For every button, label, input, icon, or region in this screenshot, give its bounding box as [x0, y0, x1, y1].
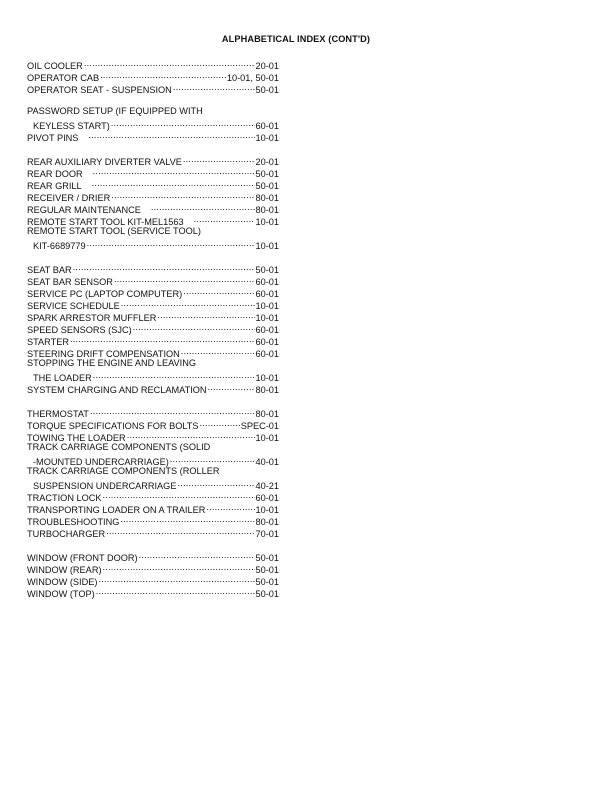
dot-leader — [151, 201, 255, 213]
index-entry-name: REAR GRILL — [27, 181, 82, 191]
index-entry-page: 80-01 — [255, 385, 279, 395]
index-entry-name: WINDOW (FRONT DOOR) — [27, 553, 138, 563]
dot-leader — [87, 237, 255, 249]
index-entry-page: 50-01 — [255, 181, 279, 191]
index-entry-page: 20-01 — [255, 61, 279, 71]
index-entry-name: KIT-6689779 — [33, 241, 86, 251]
index-group — [27, 57, 279, 93]
index-entry — [27, 453, 279, 465]
dot-leader — [70, 333, 254, 345]
dot-leader — [183, 285, 254, 297]
index-entry-page: 10-01 — [255, 433, 279, 443]
dot-leader — [177, 477, 254, 489]
index-entry-name: KEYLESS START) — [33, 121, 110, 131]
index-entry-name: REGULAR MAINTENANCE — [27, 205, 141, 215]
index-entry-page: 60-01 — [255, 277, 279, 287]
index-entry-name: REMOTE START TOOL KIT-MEL1563 — [27, 217, 184, 227]
index-entry-page: 50-01 — [255, 169, 279, 179]
index-entry — [27, 117, 279, 129]
index-entry-page: 20-01 — [255, 157, 279, 167]
dot-leader — [170, 453, 255, 465]
index-entry-page: 60-01 — [255, 349, 279, 359]
index-entry — [27, 261, 279, 273]
dot-leader — [96, 585, 255, 597]
dot-leader — [208, 381, 255, 393]
index-entry-name: TRACTION LOCK — [27, 493, 102, 503]
dot-leader — [98, 573, 254, 585]
index-entry-name: OPERATOR SEAT - SUSPENSION — [27, 85, 172, 95]
index-group — [27, 261, 279, 393]
dot-leader — [103, 489, 255, 501]
dot-leader — [194, 213, 255, 225]
dot-leader — [92, 177, 255, 189]
dot-leader — [173, 81, 255, 93]
dot-leader — [181, 345, 255, 357]
index-entry — [27, 57, 279, 69]
index-group — [27, 549, 279, 597]
dot-leader — [93, 369, 255, 381]
index-entry-name: REAR DOOR — [27, 169, 83, 179]
index-entry-page: 70-01 — [255, 529, 279, 539]
index-entry-page: 60-01 — [255, 337, 279, 347]
index-entry-page: 50-01 — [255, 553, 279, 563]
index-entry-name: PIVOT PINS — [27, 133, 79, 143]
dot-leader — [90, 405, 255, 417]
dot-leader — [103, 561, 255, 573]
index-entry-page: 10-01 — [255, 373, 279, 383]
index-entry-page: SPEC-01 — [240, 421, 279, 431]
index-entry-heading: STOPPING THE ENGINE AND LEAVING — [27, 358, 196, 368]
dot-leader — [93, 165, 255, 177]
index-entry-page: 10-01 — [255, 133, 279, 143]
index-entry-name: SERVICE SCHEDULE — [27, 301, 120, 311]
dot-leader — [157, 309, 254, 321]
index-entry-name: REAR AUXILIARY DIVERTER VALVE — [27, 157, 182, 167]
index-entry-name: SPEED SENSORS (SJC) — [27, 325, 132, 335]
dot-leader — [139, 549, 255, 561]
index-entry — [27, 369, 279, 381]
index-entry-name: SEAT BAR SENSOR — [27, 277, 113, 287]
index-entry-name: SEAT BAR — [27, 265, 72, 275]
index-entry-name: TRANSPORTING LOADER ON A TRAILER — [27, 505, 206, 515]
index-entry-page: 60-01 — [255, 493, 279, 503]
index-entry-name: SPARK ARRESTOR MUFFLER — [27, 313, 157, 323]
index-entry-page: 10-01 — [255, 301, 279, 311]
index-entry-page: 80-01 — [255, 205, 279, 215]
index-entry-name: TOWING THE LOADER — [27, 433, 126, 443]
index-entry-page: 10-01 — [255, 313, 279, 323]
index-entry-page: 60-01 — [255, 325, 279, 335]
index-entry-page: 10-01, 50-01 — [226, 73, 279, 83]
index-entry-name: STARTER — [27, 337, 70, 347]
index-entry-page: 80-01 — [255, 409, 279, 419]
index-entry-name: SUSPENSION UNDERCARRIAGE — [33, 481, 177, 491]
index-entry-name: SERVICE PC (LAPTOP COMPUTER) — [27, 289, 183, 299]
index-entry-page: 40-21 — [255, 481, 279, 491]
index-entry-page: 10-01 — [255, 505, 279, 515]
page-title: ALPHABETICAL INDEX (CONT'D) — [221, 34, 371, 44]
dot-leader — [84, 57, 255, 69]
dot-leader — [133, 321, 255, 333]
index-entry-name: SYSTEM CHARGING AND RECLAMATION — [27, 385, 207, 395]
index-entry-name: WINDOW (SIDE) — [27, 577, 98, 587]
index-entry-page: 80-01 — [255, 517, 279, 527]
index-entry-name: THE LOADER — [33, 373, 92, 383]
index-entry-page: 40-01 — [255, 457, 279, 467]
dot-leader — [100, 69, 226, 81]
index-entry-page: 10-01 — [255, 241, 279, 251]
index-entry — [27, 405, 279, 417]
index-entry — [27, 477, 279, 489]
dot-leader — [114, 273, 255, 285]
dot-leader — [111, 117, 255, 129]
index-entry-name: OIL COOLER — [27, 61, 83, 71]
index-entry-page: 50-01 — [255, 577, 279, 587]
index-entry-name: TORQUE SPECIFICATIONS FOR BOLTS — [27, 421, 199, 431]
dot-leader — [183, 153, 255, 165]
index-entry-heading: TRACK CARRIAGE COMPONENTS (ROLLER — [27, 466, 220, 476]
dot-leader — [88, 129, 254, 141]
index-entry-name: WINDOW (TOP) — [27, 589, 95, 599]
index-entry-name: THERMOSTAT — [27, 409, 89, 419]
index-entry-name: RECEIVER / DRIER — [27, 193, 111, 203]
index-entry-heading: REMOTE START TOOL (SERVICE TOOL) — [27, 226, 201, 236]
index-group — [27, 105, 279, 141]
index-entry — [27, 153, 279, 165]
index-entry-name: STEERING DRIFT COMPENSATION — [27, 349, 180, 359]
dot-leader — [106, 525, 254, 537]
index-entry-page: 60-01 — [255, 121, 279, 131]
alphabetical-index — [27, 57, 279, 609]
index-entry-heading: PASSWORD SETUP (IF EQUIPPED WITH — [27, 106, 203, 116]
index-entry-page: 60-01 — [255, 289, 279, 299]
index-entry-name: WINDOW (REAR) — [27, 565, 102, 575]
index-entry-page: 50-01 — [255, 265, 279, 275]
index-entry-page: 50-01 — [255, 565, 279, 575]
dot-leader — [111, 189, 254, 201]
index-entry-page: 10-01 — [255, 217, 279, 227]
index-entry-heading: TRACK CARRIAGE COMPONENTS (SOLID — [27, 442, 211, 452]
dot-leader — [127, 429, 255, 441]
index-group — [27, 405, 279, 537]
index-entry — [27, 549, 279, 561]
dot-leader — [120, 513, 254, 525]
dot-leader — [206, 501, 254, 513]
index-entry — [27, 237, 279, 249]
dot-leader — [200, 417, 240, 429]
index-entry-name: OPERATOR CAB — [27, 73, 100, 83]
index-entry-page: 80-01 — [255, 193, 279, 203]
dot-leader — [73, 261, 255, 273]
index-entry-name: TURBOCHARGER — [27, 529, 106, 539]
index-entry-page: 50-01 — [255, 589, 279, 599]
index-entry-name: -MOUNTED UNDERCARRIAGE) — [33, 457, 169, 467]
index-entry-name: TROUBLESHOOTING — [27, 517, 120, 527]
index-entry-page: 50-01 — [255, 85, 279, 95]
dot-leader — [121, 297, 255, 309]
index-group — [27, 153, 279, 249]
